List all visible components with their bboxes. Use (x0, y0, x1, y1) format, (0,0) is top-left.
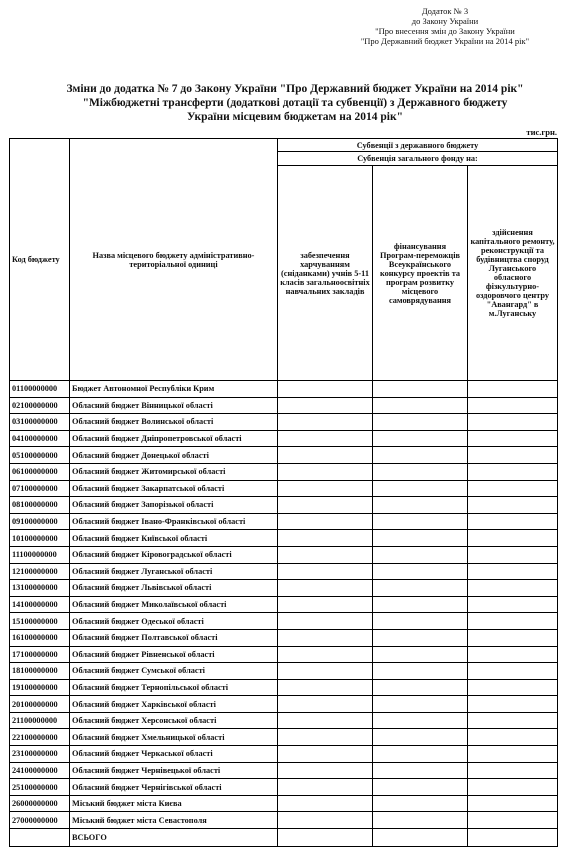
budget-name-cell: Обласний бюджет Харківської області (70, 696, 278, 713)
budget-name-cell: Обласний бюджет Черкаської області (70, 746, 278, 763)
budget-name-cell: Обласний бюджет Луганської області (70, 563, 278, 580)
appendix-note-line: до Закону України (411, 16, 479, 26)
budget-code-cell: 11100000000 (10, 546, 70, 563)
table-row (10, 746, 558, 763)
budget-code-cell: 20100000000 (10, 696, 70, 713)
value-cell (278, 563, 373, 580)
value-cell (373, 430, 468, 447)
value-cell (373, 679, 468, 696)
value-cell (278, 596, 373, 613)
value-cell (373, 779, 468, 796)
table-row (10, 596, 558, 613)
column-header-avangard-repair: здійснення капітального ремонту, реконструкції та будівництва споруд Луганського обласного фізкультурно-оздоровчого центру "Авангард" в м.Луганську (468, 166, 558, 381)
value-cell (468, 613, 558, 630)
value-cell (278, 629, 373, 646)
table-row (10, 497, 558, 514)
budget-name-cell: Обласний бюджет Житомирської області (70, 463, 278, 480)
column-header-name: Назва місцевого бюджету адміністративно-територіальної одиниці (70, 139, 278, 381)
value-cell (373, 646, 468, 663)
table-row (10, 447, 558, 464)
budget-code-cell: 15100000000 (10, 613, 70, 630)
table-row (10, 546, 558, 563)
budget-code-cell: 08100000000 (10, 497, 70, 514)
value-cell (373, 546, 468, 563)
budget-code-cell: 26000000000 (10, 795, 70, 812)
total-value-cell (278, 829, 373, 847)
value-cell (468, 729, 558, 746)
budget-name-cell: Обласний бюджет Запорізької області (70, 497, 278, 514)
value-cell (373, 530, 468, 547)
value-cell (468, 580, 558, 597)
table-row (10, 513, 558, 530)
budget-name-cell: Обласний бюджет Київської області (70, 530, 278, 547)
table-row (10, 696, 558, 713)
budget-code-cell: 23100000000 (10, 746, 70, 763)
value-cell (468, 381, 558, 398)
value-cell (278, 795, 373, 812)
budget-code-cell: 02100000000 (10, 397, 70, 414)
value-cell (373, 563, 468, 580)
document-title-line: "Міжбюджетні трансферти (додаткові дотації та субвенції) з Державного бюджету (82, 97, 508, 109)
budget-code-cell: 13100000000 (10, 580, 70, 597)
budget-table (9, 138, 558, 847)
appendix-note (335, 6, 555, 46)
table-row (10, 812, 558, 829)
table-row (10, 563, 558, 580)
value-cell (278, 679, 373, 696)
table-row (10, 795, 558, 812)
budget-name-cell: Обласний бюджет Дніпропетровської області (70, 430, 278, 447)
budget-code-cell: 01100000000 (10, 381, 70, 398)
table-row (10, 580, 558, 597)
value-cell (278, 696, 373, 713)
column-header-program-winners: фінансування Програм-переможців Всеукраїнського конкурсу проектів та програм розвитку місцевого самоврядування (373, 166, 468, 381)
value-cell (468, 463, 558, 480)
value-cell (373, 629, 468, 646)
table-row (10, 729, 558, 746)
value-cell (468, 563, 558, 580)
table-row (10, 629, 558, 646)
budget-code-cell: 27000000000 (10, 812, 70, 829)
value-cell (468, 812, 558, 829)
budget-name-cell: Обласний бюджет Донецької області (70, 447, 278, 464)
value-cell (278, 712, 373, 729)
document-title-line: Зміни до додатка № 7 до Закону України "Про Державний бюджет України на 2014 рік" (66, 83, 524, 95)
value-cell (468, 746, 558, 763)
total-value-cell (468, 829, 558, 847)
budget-code-cell: 12100000000 (10, 563, 70, 580)
table-row (10, 381, 558, 398)
appendix-note-line: Додаток № 3 (421, 6, 469, 16)
budget-code-cell: 14100000000 (10, 596, 70, 613)
value-cell (373, 712, 468, 729)
budget-name-cell: Бюджет Автономної Республіки Крим (70, 381, 278, 398)
value-cell (373, 812, 468, 829)
units-label: тис.грн. (526, 127, 557, 137)
value-cell (468, 663, 558, 680)
budget-name-cell: Обласний бюджет Одеської області (70, 613, 278, 630)
total-code-cell (10, 829, 70, 847)
value-cell (468, 629, 558, 646)
budget-code-cell: 06100000000 (10, 463, 70, 480)
value-cell (373, 497, 468, 514)
value-cell (373, 580, 468, 597)
value-cell (278, 746, 373, 763)
budget-name-cell: Обласний бюджет Полтавської області (70, 629, 278, 646)
value-cell (278, 497, 373, 514)
value-cell (278, 381, 373, 398)
value-cell (468, 546, 558, 563)
value-cell (468, 646, 558, 663)
budget-name-cell: Обласний бюджет Сумської області (70, 663, 278, 680)
value-cell (468, 513, 558, 530)
total-label: ВСЬОГО (70, 829, 278, 847)
budget-name-cell: Обласний бюджет Вінницької області (70, 397, 278, 414)
budget-name-cell: Міський бюджет міста Києва (70, 795, 278, 812)
value-cell (278, 480, 373, 497)
budget-name-cell: Обласний бюджет Волинської області (70, 414, 278, 431)
value-cell (278, 414, 373, 431)
budget-code-cell: 16100000000 (10, 629, 70, 646)
value-cell (278, 530, 373, 547)
value-cell (373, 795, 468, 812)
budget-name-cell: Обласний бюджет Івано-Франківської області (70, 513, 278, 530)
value-cell (468, 762, 558, 779)
group-header-subventions: Субвенції з державного бюджету (278, 139, 558, 152)
value-cell (468, 679, 558, 696)
value-cell (373, 663, 468, 680)
value-cell (373, 696, 468, 713)
appendix-note-line: "Про внесення змін до Закону України (375, 26, 515, 36)
budget-code-cell: 07100000000 (10, 480, 70, 497)
column-header-school-meals: забезпечення харчуванням (сніданками) учнів 5-11 класів загальноосвітніх навчальних закладів (278, 166, 373, 381)
value-cell (278, 663, 373, 680)
table-row (10, 762, 558, 779)
value-cell (373, 414, 468, 431)
budget-code-cell: 04100000000 (10, 430, 70, 447)
budget-code-cell: 19100000000 (10, 679, 70, 696)
budget-name-cell: Обласний бюджет Чернігівської області (70, 779, 278, 796)
value-cell (373, 613, 468, 630)
value-cell (468, 530, 558, 547)
budget-code-cell: 24100000000 (10, 762, 70, 779)
value-cell (373, 596, 468, 613)
budget-name-cell: Обласний бюджет Миколаївської області (70, 596, 278, 613)
value-cell (373, 397, 468, 414)
value-cell (468, 497, 558, 514)
table-row (10, 779, 558, 796)
budget-code-cell: 10100000000 (10, 530, 70, 547)
budget-code-cell: 17100000000 (10, 646, 70, 663)
column-header-code: Код бюджету (10, 139, 70, 381)
table-row (10, 530, 558, 547)
table-row (10, 663, 558, 680)
budget-code-cell: 03100000000 (10, 414, 70, 431)
budget-name-cell: Обласний бюджет Тернопільської області (70, 679, 278, 696)
value-cell (468, 397, 558, 414)
table-row (10, 480, 558, 497)
table-row (10, 414, 558, 431)
value-cell (278, 513, 373, 530)
budget-code-cell: 05100000000 (10, 447, 70, 464)
value-cell (468, 596, 558, 613)
table-row (10, 679, 558, 696)
value-cell (373, 729, 468, 746)
table-row (10, 430, 558, 447)
value-cell (278, 779, 373, 796)
budget-code-cell: 21100000000 (10, 712, 70, 729)
value-cell (373, 480, 468, 497)
budget-code-cell: 22100000000 (10, 729, 70, 746)
budget-code-cell: 18100000000 (10, 663, 70, 680)
value-cell (373, 762, 468, 779)
value-cell (278, 546, 373, 563)
budget-name-cell: Обласний бюджет Херсонської області (70, 712, 278, 729)
table-row (10, 397, 558, 414)
value-cell (468, 414, 558, 431)
value-cell (278, 447, 373, 464)
value-cell (373, 513, 468, 530)
table-row (10, 646, 558, 663)
document-title (60, 82, 530, 124)
value-cell (468, 712, 558, 729)
table-row (10, 613, 558, 630)
value-cell (373, 381, 468, 398)
value-cell (373, 447, 468, 464)
value-cell (278, 729, 373, 746)
value-cell (278, 613, 373, 630)
budget-name-cell: Обласний бюджет Чернівецької області (70, 762, 278, 779)
table-row (10, 712, 558, 729)
budget-name-cell: Обласний бюджет Хмельницької області (70, 729, 278, 746)
value-cell (468, 447, 558, 464)
table-body (10, 381, 558, 829)
budget-name-cell: Обласний бюджет Закарпатської області (70, 480, 278, 497)
value-cell (278, 430, 373, 447)
value-cell (468, 430, 558, 447)
value-cell (373, 463, 468, 480)
document-title-line: України місцевим бюджетам на 2014 рік" (187, 111, 403, 123)
total-value-cell (373, 829, 468, 847)
value-cell (278, 812, 373, 829)
budget-name-cell: Обласний бюджет Львівської області (70, 580, 278, 597)
value-cell (468, 696, 558, 713)
budget-code-cell: 09100000000 (10, 513, 70, 530)
budget-name-cell: Обласний бюджет Рівненської області (70, 646, 278, 663)
subgroup-header-general-fund: Субвенція загального фонду на: (278, 152, 558, 166)
table-row (10, 463, 558, 480)
value-cell (278, 463, 373, 480)
budget-name-cell: Обласний бюджет Кіровоградської області (70, 546, 278, 563)
value-cell (278, 646, 373, 663)
value-cell (278, 580, 373, 597)
value-cell (278, 762, 373, 779)
value-cell (468, 795, 558, 812)
value-cell (468, 480, 558, 497)
value-cell (278, 397, 373, 414)
appendix-note-line: "Про Державний бюджет України на 2014 рік" (360, 36, 530, 46)
value-cell (468, 779, 558, 796)
total-row (10, 829, 558, 847)
budget-code-cell: 25100000000 (10, 779, 70, 796)
budget-name-cell: Міський бюджет міста Севастополя (70, 812, 278, 829)
value-cell (373, 746, 468, 763)
